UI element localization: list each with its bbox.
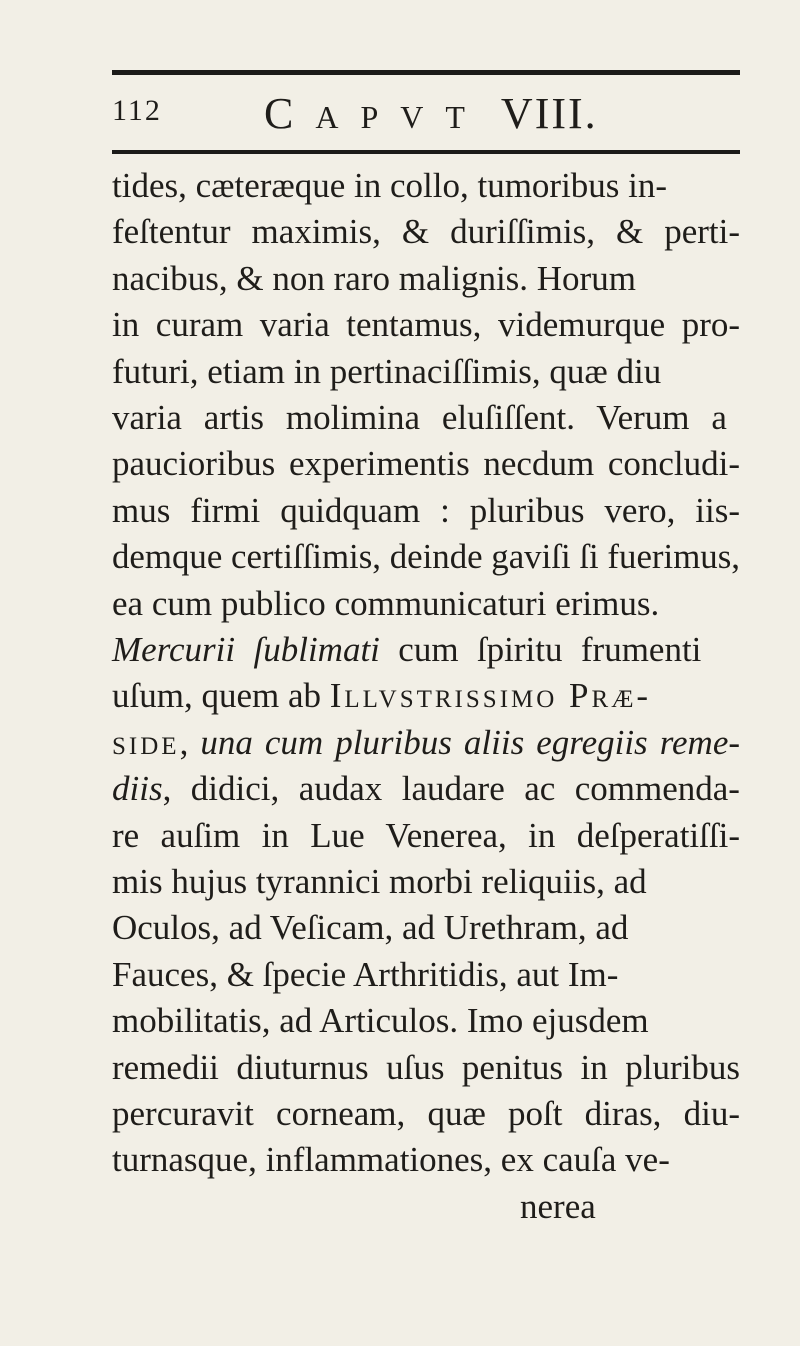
text-line (112, 444, 740, 484)
text-segment: ea cum publico communicaturi erimus. (112, 583, 660, 623)
text-line (112, 490, 741, 530)
text-segment: demque certiſſimis, deinde gaviſi ſi fuerimus, (112, 537, 740, 577)
text-line (112, 1096, 740, 1131)
text-line (112, 632, 701, 667)
text-line (112, 1001, 649, 1041)
text-segment: percuravit corneam, quæ poſt diras, diu- (112, 1094, 741, 1133)
text-segment: feſtentur maximis, & duriſſimis, & perti- (112, 212, 741, 252)
text-segment: turnasque, inflammationes, ex cauſa ve- (112, 1140, 670, 1180)
text-segment: remedii diuturnus uſus penitus in pluribus (112, 1047, 740, 1087)
text-segment: futuri, etiam in pertinaciſſimis, quæ diu (112, 351, 662, 391)
text-line (112, 400, 727, 435)
text-line (112, 815, 740, 855)
text-line (112, 351, 662, 391)
text-segment: mus firmi quidquam : pluribus vero, iis- (112, 490, 741, 530)
text-segment: side (112, 722, 180, 762)
text-segment: diis (112, 769, 163, 809)
text-line (112, 1047, 740, 1087)
text-line (112, 1140, 670, 1180)
text-segment: Oculos, ad Veſicam, ad Urethram, ad (112, 908, 629, 948)
text-segment: re auſim in Lue Venerea, in deſperatiſſi- (112, 815, 740, 855)
text-segment: nacibus, & non raro malignis. Horum (112, 258, 636, 298)
text-line (112, 769, 740, 809)
text-segment: uſum, quem ab (112, 676, 330, 716)
text-line (112, 168, 667, 203)
text-line (112, 676, 652, 716)
running-head-initial: C (264, 89, 316, 138)
text-line (112, 258, 636, 298)
text-segment: mis hujus tyrannici morbi reliquiis, ad (112, 862, 647, 901)
text-segment: , didici, audax laudare ac commenda- (162, 769, 740, 809)
text-line (112, 722, 741, 762)
text-line (112, 864, 647, 899)
text-segment: , (179, 722, 201, 762)
text-segment: Mercurii ſublimati (112, 630, 380, 669)
text-line (112, 908, 629, 948)
running-head-title (264, 88, 598, 139)
running-header (112, 86, 740, 142)
running-head-rest: APVT (315, 99, 487, 135)
text-segment: una cum pluribus aliis egregiis reme- (200, 722, 741, 762)
text-segment: varia artis molimina eluſiſſent. Verum a (112, 398, 727, 437)
text-segment: paucioribus experimentis necdum concludi- (112, 444, 740, 484)
text-line (112, 212, 741, 252)
text-segment: Fauces, & ſpecie Arthritidis, aut Im- (112, 954, 619, 994)
text-line (112, 537, 740, 577)
text-segment: cum ſpiritu frumenti (379, 630, 702, 669)
page-number: 112 (112, 94, 162, 127)
text-segment: tides, cæteræque in collo, tumoribus in- (112, 166, 668, 205)
text-line (112, 954, 619, 994)
chapter-number: VIII. (500, 89, 598, 138)
text-segment: mobilitatis, ad Articulos. Imo ejusdem (112, 1001, 649, 1041)
text-line (112, 583, 660, 623)
text-segment: Illvstrissimo Præ- (329, 676, 652, 716)
header-rule-bottom (112, 150, 740, 154)
catchword: nerea (520, 1186, 596, 1226)
text-segment: in curam varia tentamus, videmurque pro- (112, 305, 741, 345)
text-line (112, 305, 741, 345)
header-rule-top (112, 70, 740, 75)
